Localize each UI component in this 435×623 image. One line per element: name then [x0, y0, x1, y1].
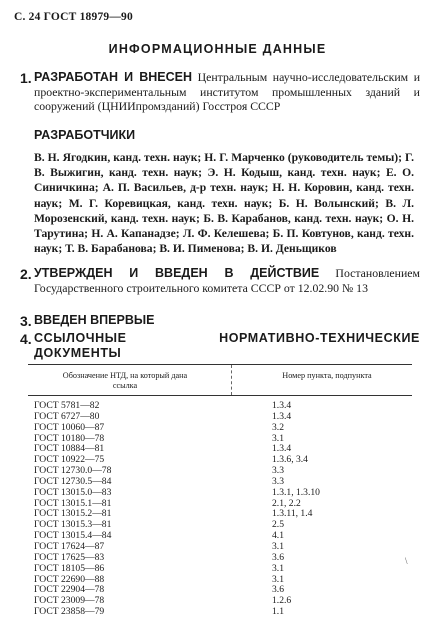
- clause-number: 1.3.6, 3.4: [272, 454, 308, 466]
- ntd-reference: ГОСТ 6727—80: [34, 410, 100, 422]
- section-2: [20, 266, 420, 295]
- clause-number: 1.3.4: [272, 443, 292, 455]
- clause-number: 3.6: [272, 584, 284, 596]
- page-title: ИНФОРМАЦИОННЫЕ ДАННЫЕ: [108, 42, 327, 56]
- section-4: [20, 331, 420, 360]
- section-3: [20, 313, 420, 328]
- ntd-reference: ГОСТ 17624—87: [34, 540, 105, 552]
- ntd-reference: ГОСТ 13015.4—84: [34, 530, 112, 542]
- section-body: [34, 331, 420, 360]
- ntd-reference: ГОСТ 12730.0—78: [34, 465, 112, 477]
- ntd-reference: ГОСТ 13015.0—83: [34, 486, 112, 498]
- section-heading: УТВЕРЖДЕН И ВВЕДЕН В ДЕЙСТВИЕ: [34, 266, 320, 280]
- ntd-reference: ГОСТ 10180—78: [34, 432, 105, 444]
- clause-number: 2.1, 2.2: [272, 497, 301, 509]
- clause-number: 1.3.11, 1.4: [272, 508, 313, 520]
- table-col-header-ref: Обозначение НТД, на который дана ссылка: [62, 371, 188, 390]
- ntd-reference: ГОСТ 10922—75: [34, 454, 105, 466]
- clause-number: 3.1: [272, 573, 284, 585]
- ntd-reference: ГОСТ 13015.1—81: [34, 497, 112, 509]
- section-heading: РАЗРАБОТАН И ВНЕСЕН: [34, 70, 192, 84]
- ntd-reference: ГОСТ 10884—81: [34, 443, 105, 455]
- section-number: 3.: [20, 313, 32, 329]
- clause-number: 3.1: [272, 432, 284, 444]
- section-text: Центральным научно-исследовательским и проектно-экспериментальным институтом промышленных зданий и сооружений (ЦНИИпромзданий) Госстроя СССР: [34, 70, 421, 113]
- developers-heading: РАЗРАБОТЧИКИ: [34, 128, 136, 142]
- ntd-reference: ГОСТ 5781—82: [34, 400, 100, 411]
- ntd-reference: ГОСТ 22690—88: [34, 573, 105, 585]
- table-col-divider: [231, 365, 233, 395]
- clause-number: 3.1: [272, 540, 284, 552]
- section-body: [34, 313, 420, 328]
- ntd-reference: ГОСТ 12730.5—84: [34, 475, 112, 487]
- clause-number: 1.3.1, 1.3.10: [272, 486, 320, 498]
- section-body: [34, 266, 420, 295]
- ntd-reference: ГОСТ 13015.3—81: [34, 519, 112, 531]
- table-header: [28, 364, 412, 396]
- clause-number: 3.6: [272, 551, 284, 563]
- clause-number: 1.2.6: [272, 595, 292, 607]
- page-header: С. 24 ГОСТ 18979—90: [14, 11, 133, 23]
- ntd-reference: ГОСТ 17625—83: [34, 551, 105, 563]
- margin-mark: \: [405, 556, 408, 566]
- clause-number: 4.1: [272, 530, 284, 542]
- clause-number: 3.2: [272, 421, 284, 433]
- clause-number: 1.1: [272, 606, 284, 618]
- ntd-reference: ГОСТ 23858—79: [34, 606, 105, 618]
- clause-number: 1.3.4: [272, 410, 292, 422]
- ntd-reference: ГОСТ 13015.2—81: [34, 508, 112, 520]
- ntd-reference: ГОСТ 23009—78: [34, 595, 105, 607]
- section-1: [20, 70, 420, 114]
- clause-number: 2.5: [272, 519, 284, 531]
- ntd-reference: ГОСТ 18105—86: [34, 562, 105, 574]
- clause-number: 3.3: [272, 465, 284, 477]
- clause-number: 3.3: [272, 475, 284, 487]
- section-heading: ВВЕДЕН ВПЕРВЫЕ: [34, 313, 155, 327]
- section-number: 1.: [20, 70, 32, 86]
- clause-number: 1.3.4: [272, 400, 292, 411]
- ntd-reference: ГОСТ 10060—87: [34, 421, 105, 433]
- section-body: [34, 70, 420, 114]
- section-text: Постановлением Государственного строительного комитета СССР от 12.02.90 № 13: [34, 266, 420, 295]
- section-number: 4.: [20, 331, 32, 347]
- ntd-reference: ГОСТ 22904—78: [34, 584, 105, 596]
- table-col-header-clause: Номер пункта, подпункта: [282, 371, 372, 380]
- section-number: 2.: [20, 266, 32, 282]
- clause-number: 3.1: [272, 562, 284, 574]
- section-heading: ССЫЛОЧНЫЕ НОРМАТИВНО-ТЕХНИЧЕСКИЕ ДОКУМЕНТЫ: [34, 331, 420, 360]
- developers-list: В. Н. Ягодкин, канд. техн. наук; Н. Г. Марченко (руководитель темы); Г. В. Выжигин, канд. техн. наук; Э. Н. Кодыш, канд. техн. наук; Е. О. Синичкина; А. П. Васильев, д-р техн. наук; Н. Н. Коровин, канд. техн. наук; М. Г. Коревицкая, канд. техн. наук; Б. Н. Волынский; В. Л. Морозенский, канд. техн. наук; Б. В. Карабанов, канд. техн. наук; О. Н. Тарутина; Н. А. Капанадзе; Л. Ф. Келешева; Б. П. Ковтунов, канд. техн. наук; Т. В. Барабанова; В. И. Пименова; В. И. Деньщиков: [34, 151, 414, 256]
